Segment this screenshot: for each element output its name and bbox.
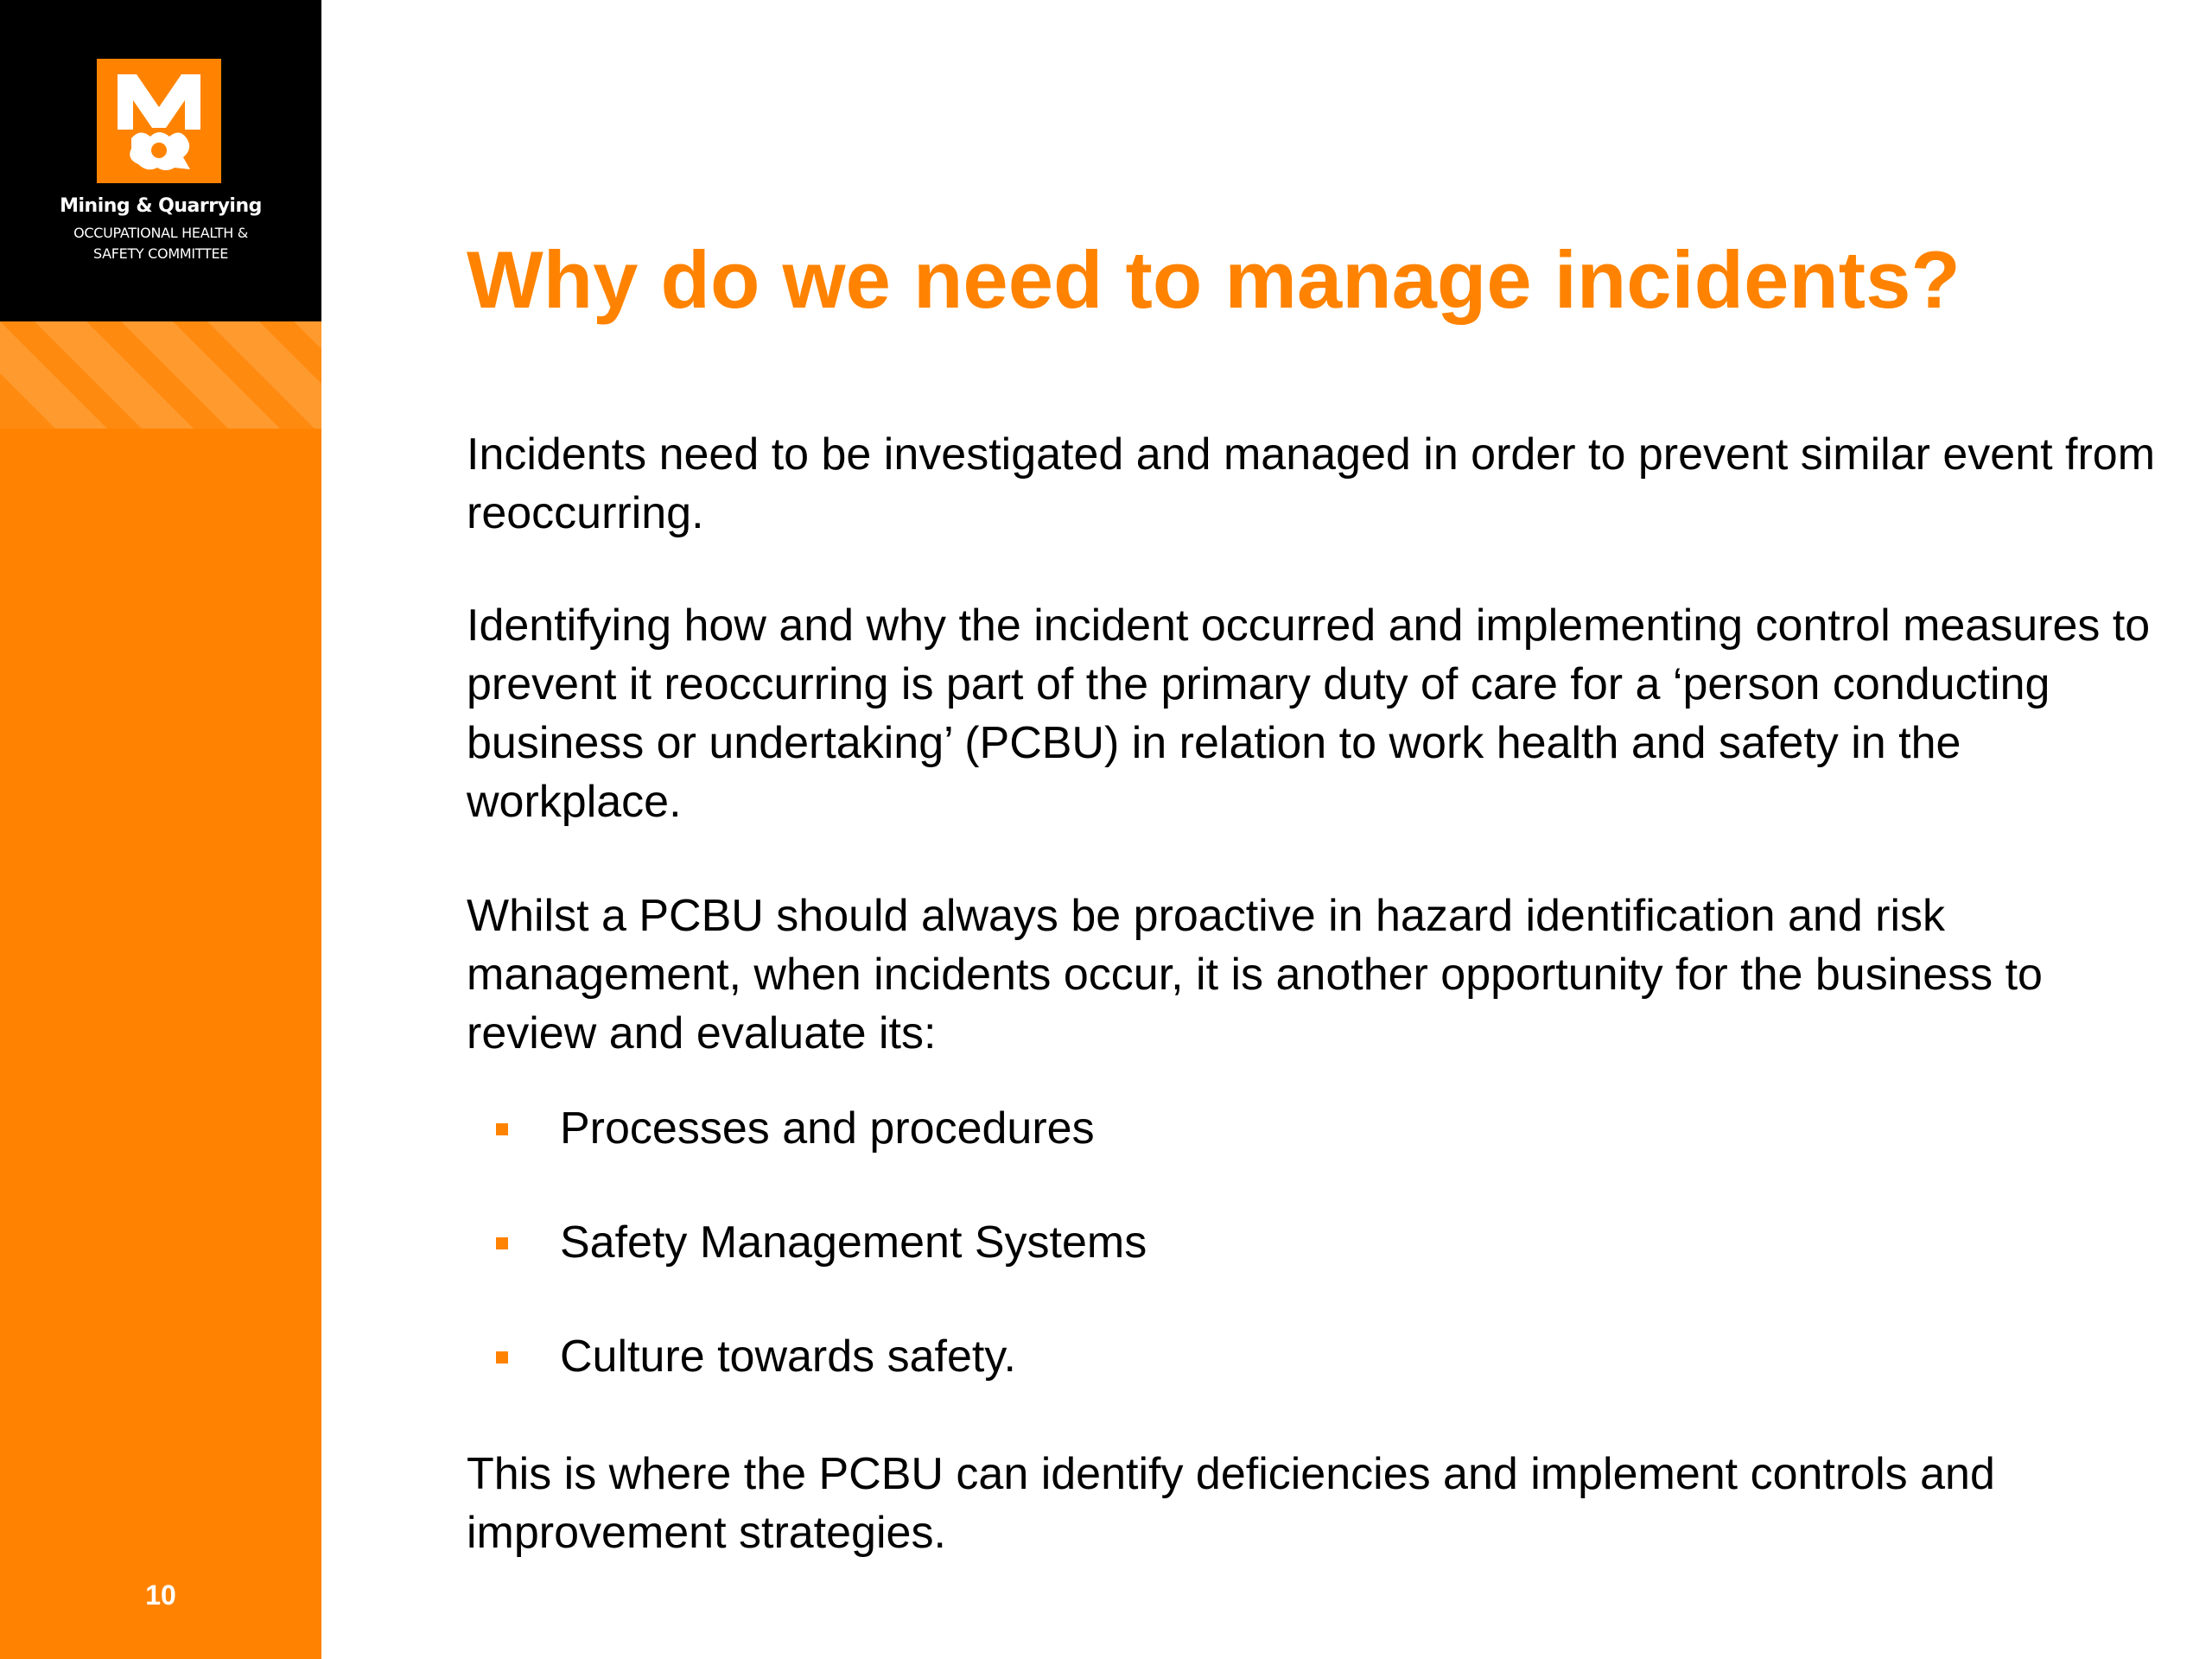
square-bullet-icon — [496, 1123, 508, 1135]
org-name: Mining & Quarrying — [60, 195, 262, 217]
slide-title: Why do we need to manage incidents? — [467, 234, 1961, 325]
bullet-text: Culture towards safety. — [560, 1332, 1016, 1382]
square-bullet-icon — [496, 1351, 508, 1363]
page-number: 10 — [145, 1580, 176, 1611]
org-subtitle — [0, 223, 321, 264]
paragraph-4: This is where the PCBU can identify deficiencies and implement controls and improvement strategies. — [467, 1449, 1995, 1558]
paragraph-2: Identifying how and why the incident occurred and implementing control measures to prevent it reoccurring is part of the primary duty of care for a ‘person conducting business or undertaking’ (PCBU) in relation to work health and safety in the workplace. — [467, 601, 2151, 827]
paragraph-1: Incidents need to be investigated and managed in order to prevent similar event from reoccurring. — [467, 429, 2156, 538]
bullet-text: Safety Management Systems — [560, 1217, 1147, 1268]
mq-logo-icon — [97, 59, 221, 183]
square-bullet-icon — [496, 1237, 508, 1249]
logo-block — [0, 0, 321, 321]
org-sub-line2: SAFETY COMMITTEE — [92, 245, 229, 262]
bullet-text: Processes and procedures — [560, 1103, 1095, 1154]
sidebar — [0, 0, 321, 1659]
org-sub-line1: OCCUPATIONAL HEALTH & — [73, 225, 248, 241]
paragraph-3: Whilst a PCBU should always be proactive in hazard identification and risk management, when incidents occur, it is another opportunity for the business to review and evaluate its: — [467, 891, 2043, 1058]
stripe-pattern — [0, 321, 321, 429]
